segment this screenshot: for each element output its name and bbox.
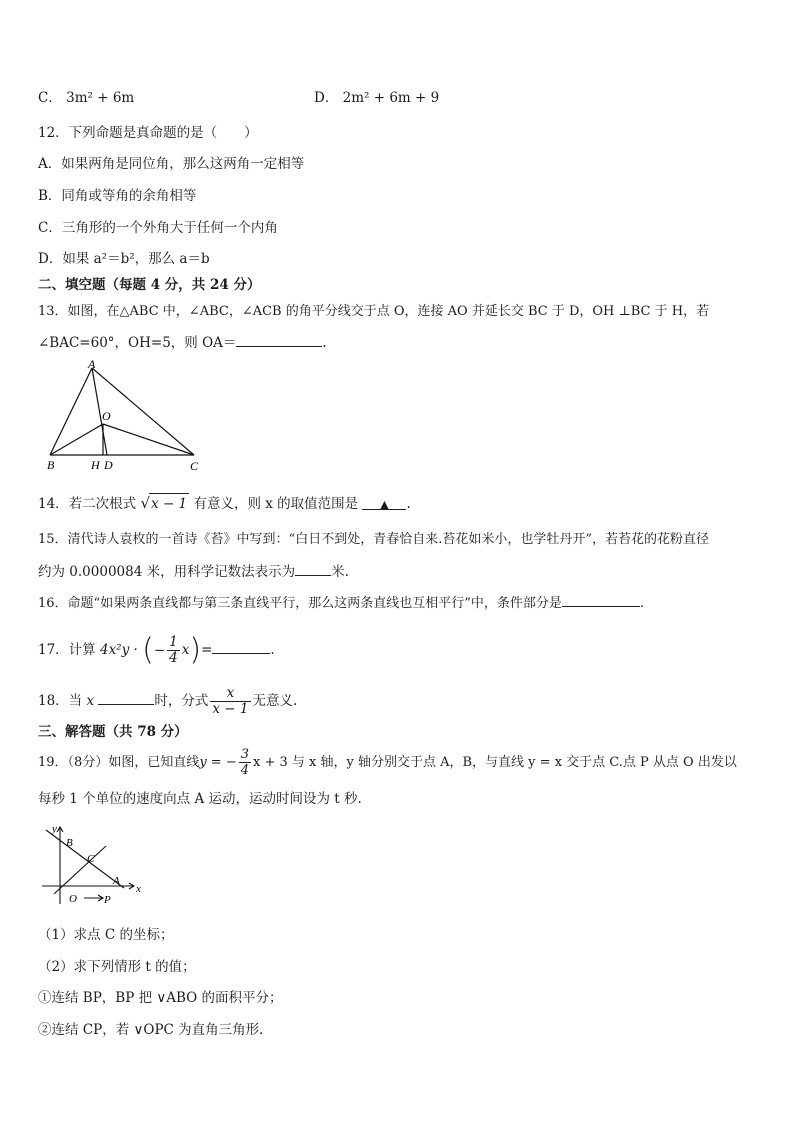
label-b: B bbox=[66, 837, 73, 849]
segment-co bbox=[103, 424, 194, 455]
section-solve-title: 三、解答题（共 78 分） bbox=[38, 724, 188, 740]
q12-option-a: A．如果两角是同位角，那么这两角一定相等 bbox=[38, 156, 305, 172]
q13-answer-blank[interactable] bbox=[236, 332, 322, 347]
q19-sub2-1: ①连结 BP，BP 把 ∨ABO 的面积平分； bbox=[38, 990, 283, 1006]
q11-option-c bbox=[38, 88, 134, 108]
q17-frac-num: 1 bbox=[169, 634, 178, 650]
q15-line2 bbox=[38, 561, 349, 582]
q17-var: x bbox=[181, 642, 190, 658]
q11-option-c-expr: 3m² + 6m bbox=[66, 90, 135, 106]
q11-option-d-expr: 2m² + 6m + 9 bbox=[342, 90, 440, 106]
q17-expr: 4x²y · bbox=[99, 642, 138, 658]
q17-line bbox=[38, 630, 275, 671]
q17-answer-blank[interactable] bbox=[212, 639, 270, 654]
label-a: A bbox=[113, 875, 120, 887]
q18-middle: 时，分式 bbox=[154, 693, 209, 709]
q12-option-c: C．三角形的一个外角大于任何一个内角 bbox=[38, 220, 278, 236]
label-y: y bbox=[52, 823, 57, 835]
label-b: B bbox=[47, 458, 55, 472]
q19-line2: 每秒 1 个单位的速度向点 A 运动，运动时间设为 t 秒. bbox=[38, 791, 362, 807]
q11-option-d-label: D． bbox=[314, 90, 339, 106]
segment-ab bbox=[50, 368, 92, 455]
label-p: P bbox=[104, 894, 111, 906]
q19-sub2: （2）求下列情形 t 的值； bbox=[38, 959, 196, 975]
q19-fraction bbox=[239, 747, 251, 778]
q17-eq: = bbox=[201, 642, 213, 658]
q14-end: . bbox=[406, 496, 411, 512]
q14-middle: 有意义，则 x 的取值范围是 bbox=[193, 496, 359, 512]
q14-answer-blank[interactable] bbox=[362, 495, 406, 510]
q15-line2-text: 约为 0.0000084 米，用科学记数法表示为 bbox=[38, 564, 296, 580]
q11-option-c-label: C． bbox=[38, 90, 62, 106]
q13-line2-text: ∠BAC=60°，OH=5，则 OA＝ bbox=[38, 335, 237, 351]
minus-sign: − bbox=[153, 642, 166, 659]
section-fill-blank-title: 二、填空题（每题 4 分，共 24 分） bbox=[38, 277, 261, 293]
q13-line2-end: . bbox=[322, 335, 327, 351]
q19-coordinate-figure bbox=[38, 822, 148, 908]
q14-prefix: 14．若二次根式 bbox=[38, 496, 137, 512]
q19-line1-c: x + 3 与 x 轴，y 轴分别交于点 A，B，与直线 y = x 交于点 C.点 P 从点 O 出发以 bbox=[253, 755, 737, 770]
q18-var: x bbox=[86, 693, 95, 709]
q18-prefix: 18．当 bbox=[38, 693, 83, 709]
q18-frac-num: x bbox=[210, 686, 250, 702]
q18-frac-den: x − 1 bbox=[212, 701, 249, 717]
q19-line1-a: 19．（8分）如图，已知直线 bbox=[38, 755, 200, 770]
q14-mark: ▲ bbox=[380, 498, 389, 511]
q16-end: . bbox=[639, 596, 644, 611]
q16-answer-blank[interactable] bbox=[562, 592, 640, 607]
label-a: A bbox=[88, 358, 96, 371]
q17-end: . bbox=[270, 642, 275, 658]
label-d: D bbox=[104, 458, 113, 472]
q17-fraction bbox=[167, 635, 180, 666]
label-c: C bbox=[87, 853, 95, 865]
q14-line bbox=[38, 493, 411, 514]
q16-line bbox=[38, 592, 644, 614]
q19-sub2-2: ②连结 CP，若 ∨OPC 为直角三角形. bbox=[38, 1022, 264, 1038]
q19-frac-num: 3 bbox=[240, 747, 250, 762]
q19-line1 bbox=[38, 743, 737, 783]
q17-frac-den: 4 bbox=[169, 650, 178, 666]
q13-line2 bbox=[38, 332, 327, 353]
label-o: O bbox=[69, 893, 77, 905]
q13-line1: 13．如图，在△ABC 中，∠ABC，∠ACB 的角平分线交于点 O，连接 AO 并延长交 BC 于 D，OH ⊥BC 于 H，若 bbox=[38, 304, 710, 319]
q19-frac-den: 4 bbox=[240, 763, 250, 778]
label-c: C bbox=[190, 459, 199, 473]
q18-end: 无意义. bbox=[252, 693, 298, 709]
q15-line2-end: 米. bbox=[331, 564, 349, 580]
q11-option-d bbox=[314, 88, 439, 108]
q16-text: 16．命题“如果两条直线都与第三条直线平行，那么这两条直线也互相平行”中，条件部分是 bbox=[38, 596, 562, 611]
q19-sub1: （1）求点 C 的坐标； bbox=[38, 927, 174, 943]
q17-prefix: 17．计算 bbox=[38, 642, 96, 658]
q13-triangle-figure bbox=[38, 358, 208, 476]
q12-option-d: D．如果 a²＝b²，那么 a＝b bbox=[38, 251, 210, 267]
right-paren: ) bbox=[189, 632, 202, 668]
q18-line bbox=[38, 681, 297, 721]
q18-fraction bbox=[210, 686, 250, 717]
q14-radicand: x − 1 bbox=[149, 493, 189, 514]
q12-stem: 12．下列命题是真命题的是（ ） bbox=[38, 125, 258, 141]
q15-answer-blank[interactable] bbox=[295, 561, 331, 576]
label-h: H bbox=[91, 458, 100, 472]
q18-answer-blank[interactable] bbox=[98, 690, 154, 705]
q15-line1: 15．清代诗人袁枚的一首诗《苔》中写到：“白日不到处，青春恰自来.苔花如米小，也学牡丹开”，若苔花的花粉直径 bbox=[38, 532, 709, 547]
sqrt-symbol: √ bbox=[140, 494, 151, 512]
left-paren: ( bbox=[142, 632, 154, 668]
line-y-equals-x bbox=[54, 846, 106, 894]
label-o: O bbox=[102, 409, 111, 423]
q19-line1-b: y = − bbox=[199, 755, 237, 770]
label-x: x bbox=[136, 883, 141, 895]
q12-option-b: B．同角或等角的余角相等 bbox=[38, 188, 197, 204]
